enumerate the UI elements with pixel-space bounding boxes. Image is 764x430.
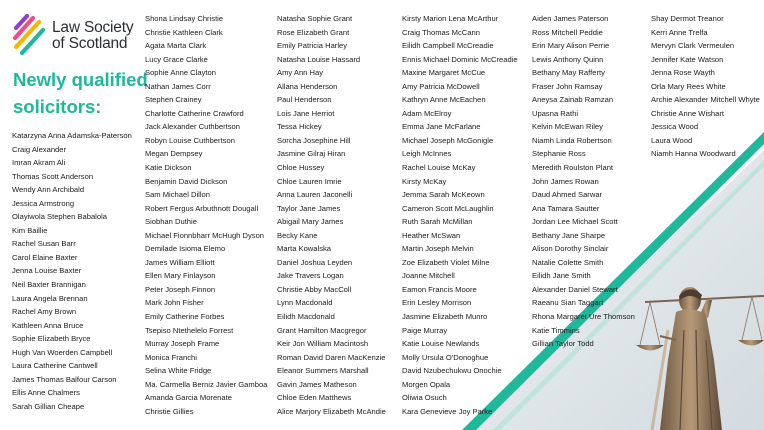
solicitor-name: Stephanie Ross [532, 149, 586, 159]
solicitor-name: Rhona Margaret Ure Thomson [532, 312, 635, 322]
solicitor-name: Emily Patricia Harley [277, 41, 348, 51]
solicitor-name: Michael Fionnbharr McHugh Dyson [145, 230, 265, 240]
solicitor-name: Becky Kane [277, 230, 318, 240]
names-column-4 [402, 12, 518, 418]
solicitor-name: Benjamin David Dickson [145, 176, 228, 186]
solicitor-name: Rachel Susan Barr [12, 239, 76, 249]
solicitor-name: James William Elliott [145, 257, 215, 267]
solicitor-name: Amanda Garcia Morenate [145, 393, 232, 403]
solicitor-name: Hugh Van Woerden Campbell [12, 347, 113, 357]
solicitor-name: Alexander Daniel Stewart [532, 284, 618, 294]
solicitor-name: Rachel Amy Brown [12, 307, 77, 317]
solicitor-name: Daniel Joshua Leyden [277, 257, 353, 267]
solicitor-name: Katie Louise Newlands [402, 339, 480, 349]
solicitor-name: Jasmine Elizabeth Munro [402, 312, 488, 322]
title-line-2: solicitors: [13, 96, 102, 117]
solicitor-name: Aneysa Zainab Ramzan [532, 95, 614, 105]
solicitor-name: Kelvin McEwan Riley [532, 122, 603, 132]
solicitor-name: Grant Hamilton Macgregor [277, 325, 367, 335]
page-title [13, 66, 148, 120]
solicitor-name: Erin Mary Alison Perrie [532, 41, 610, 51]
solicitor-name: Olayiwola Stephen Babalola [12, 212, 107, 222]
solicitor-name: Kirsty McKay [402, 176, 447, 186]
solicitor-name: Bethany May Rafferty [532, 68, 605, 78]
solicitor-name: Craig Alexander [12, 144, 67, 154]
solicitor-name: Thomas Scott Anderson [12, 171, 94, 181]
solicitor-name: Alison Dorothy Sinclair [532, 244, 609, 254]
solicitor-name: Taylor Jane James [277, 203, 341, 213]
solicitor-name: Kerri Anne Trelfa [651, 27, 708, 37]
solicitor-name: Jake Travers Logan [277, 271, 344, 281]
solicitor-name: Katie Timmins [532, 325, 580, 335]
solicitor-name: Ana Tamara Sautter [532, 203, 600, 213]
solicitor-name: Niamh Hanna Woodward [651, 149, 736, 159]
solicitor-name: Eamon Francis Moore [402, 284, 477, 294]
solicitor-name: Laura Angela Brennan [12, 293, 88, 303]
solicitor-name: John James Rowan [532, 176, 599, 186]
solicitor-name: Ennis Michael Dominic McCreadie [402, 54, 518, 64]
solicitor-name: Charlotte Catherine Crawford [145, 108, 244, 118]
solicitor-name: Lois Jane Herriot [277, 108, 335, 118]
solicitor-name: Tsepiso Ntethelelo Forrest [145, 325, 234, 335]
solicitor-name: Chloe Eden Matthews [277, 393, 352, 403]
solicitor-name: Ma. Carmella Berniz Javier Gamboa [145, 379, 268, 389]
solicitor-name: Sarah Gillian Cheape [12, 401, 85, 411]
solicitor-name: Jenna Louise Baxter [12, 266, 82, 276]
logo-stripes-icon [12, 14, 46, 56]
solicitor-name: Kirsty Marion Lena McArthur [402, 14, 499, 23]
solicitor-name: Alice Marjory Elizabeth McAndie [277, 406, 386, 416]
solicitor-name: Keir Jon William Macintosh [277, 339, 369, 349]
solicitor-name: Wendy Ann Archibald [12, 185, 85, 195]
solicitor-name: Heather McSwan [402, 230, 461, 240]
names-column-5 [532, 12, 635, 351]
solicitor-name: Upasna Rathi [532, 108, 579, 118]
solicitor-name: Jessica Wood [651, 122, 699, 132]
solicitor-name: Bethany Jane Sharpe [532, 230, 606, 240]
solicitor-name: Rose Elizabeth Grant [277, 27, 350, 37]
solicitor-name: Natasha Sophie Grant [277, 14, 353, 23]
solicitor-name: Peter Joseph Finnon [145, 284, 216, 294]
solicitor-name: Christie Abby MacColl [277, 284, 352, 294]
solicitor-name: Eleanor Summers Marshall [277, 366, 369, 376]
solicitor-name: Katie Dickson [145, 163, 192, 173]
solicitor-name: Morgen Opala [402, 379, 451, 389]
solicitor-name: Jenna Rose Wayth [651, 68, 715, 78]
solicitor-name: Ruth Sarah McMillan [402, 217, 473, 227]
solicitor-name: Sorcha Josephine Hill [277, 135, 351, 145]
solicitor-name: Gavin James Matheson [277, 379, 357, 389]
solicitor-name: Selina White Fridge [145, 366, 212, 376]
solicitor-name: Chloe Lauren Imrie [277, 176, 342, 186]
solicitor-name: Mervyn Clark Vermeulen [651, 41, 735, 51]
solicitor-name: Ross Mitchell Peddie [532, 27, 603, 37]
solicitor-name: Archie Alexander Mitchell Whyte [651, 95, 760, 105]
logo-wordmark [52, 20, 133, 52]
law-society-logo [12, 14, 144, 58]
solicitor-name: Leigh McInnes [402, 149, 452, 159]
solicitor-name: Jessica Armstrong [12, 198, 75, 208]
solicitor-name: Natasha Louise Hassard [277, 54, 361, 64]
solicitor-name: Michael Joseph McGonigle [402, 135, 494, 145]
solicitor-name: James Thomas Balfour Carson [12, 374, 117, 384]
logo-line-1: Law Society [52, 19, 134, 36]
names-column-6 [651, 12, 760, 161]
solicitor-name: Eilidh Campbell McCreadie [402, 41, 494, 51]
solicitor-name: Monica Franchi [145, 352, 197, 362]
solicitor-name: Fraser John Ramsay [532, 81, 603, 91]
solicitor-name: Gillian Taylor Todd [532, 339, 594, 349]
solicitor-name: Roman David Daren MacKenzie [277, 352, 386, 362]
solicitor-name: Robyn Louise Cuthbertson [145, 135, 235, 145]
solicitor-name: Rachel Louise McKay [402, 163, 476, 173]
solicitor-name: Christie Gillies [145, 406, 194, 416]
solicitor-name: Mark John Fisher [145, 298, 204, 308]
solicitor-name: Anna Lauren Jaconelli [277, 190, 353, 200]
solicitor-name: Molly Ursula O'Donoghue [402, 352, 489, 362]
solicitor-name: Meredith Roulston Plant [532, 163, 614, 173]
solicitor-name: Amy Patricia McDowell [402, 81, 480, 91]
names-column-3 [277, 12, 386, 418]
names-column-2 [145, 12, 267, 418]
solicitor-name: Amy Ann Hay [277, 68, 324, 78]
solicitor-name: Demilade Isioma Elemo [145, 244, 226, 254]
solicitor-name: Megan Dempsey [145, 149, 203, 159]
solicitor-name: Sophie Elizabeth Bryce [12, 334, 91, 344]
solicitor-name: Lewis Anthony Quinn [532, 54, 604, 64]
solicitor-name: Siobhan Duthie [145, 217, 197, 227]
solicitor-name: Natalie Colette Smith [532, 257, 604, 267]
solicitor-name: Ellen Mary Finlayson [145, 271, 216, 281]
solicitor-name: Emily Catherine Forbes [145, 312, 225, 322]
solicitor-name: Christie Kathleen Clark [145, 27, 223, 37]
solicitor-name: Jordan Lee Michael Scott [532, 217, 618, 227]
solicitor-name: Kim Baillie [12, 225, 48, 235]
solicitor-name: Craig Thomas McCann [402, 27, 480, 37]
solicitor-name: Stephen Crainey [145, 95, 202, 105]
solicitor-name: Sophie Anne Clayton [145, 68, 216, 78]
solicitor-name: Lynn Macdonald [277, 298, 333, 308]
solicitor-name: Neil Baxter Brannigan [12, 280, 86, 290]
solicitor-name: Katarzyna Anna Adamska-Paterson [12, 131, 132, 140]
solicitor-name: Martin Joseph Melvin [402, 244, 474, 254]
solicitor-name: Abigail Mary James [277, 217, 344, 227]
solicitor-name: David Nzubechukwu Onochie [402, 366, 502, 376]
solicitor-name: Daud Ahmed Sarwar [532, 190, 603, 200]
solicitor-name: Tessa Hickey [277, 122, 322, 132]
solicitor-name: Aiden James Paterson [532, 14, 609, 23]
solicitor-name: Maxine Margaret McCue [402, 68, 486, 78]
solicitor-name: Ellis Anne Chalmers [12, 388, 80, 398]
solicitor-name: Oliwia Osuch [402, 393, 447, 403]
solicitor-name: Niamh Linda Robertson [532, 135, 612, 145]
solicitor-name: Laura Catherine Cantwell [12, 361, 98, 371]
solicitor-name: Nathan James Corr [145, 81, 211, 91]
logo-line-2: of Scotland [52, 35, 128, 52]
solicitor-name: Erin Lesley Morrison [402, 298, 472, 308]
solicitor-name: Marta Kowalska [277, 244, 332, 254]
solicitor-name: Shay Dermot Treanor [651, 14, 724, 23]
solicitor-name: Jack Alexander Cuthbertson [145, 122, 240, 132]
solicitor-name: Raeanu Sian Taggart [532, 298, 604, 308]
solicitor-name: Laura Wood [651, 135, 693, 145]
names-column-1 [12, 129, 132, 413]
solicitor-name: Sam Michael Dillon [145, 190, 210, 200]
solicitor-name: Robert Fergus Arbuthnott Dougall [145, 203, 259, 213]
solicitor-name: Eilidh Macdonald [277, 312, 335, 322]
solicitor-name: Imran Akram Ali [12, 158, 66, 168]
solicitor-name: Christie Anne Wishart [651, 108, 725, 118]
solicitor-name: Kara Genevieve Joy Parke [402, 406, 493, 416]
solicitor-name: Joanne Mitchell [402, 271, 455, 281]
solicitor-name: Cameron Scott McLaughlin [402, 203, 494, 213]
solicitor-name: Lucy Grace Clarke [145, 54, 208, 64]
solicitor-name: Carol Elaine Baxter [12, 252, 78, 262]
solicitor-name: Adam McElroy [402, 108, 452, 118]
solicitor-name: Zoe Elizabeth Violet Milne [402, 257, 490, 267]
solicitor-name: Kathleen Anna Bruce [12, 320, 84, 330]
title-line-1: Newly qualified [13, 69, 148, 90]
solicitor-name: Kathryn Anne McEachen [402, 95, 486, 105]
solicitor-name: Emma Jane McFarlane [402, 122, 481, 132]
solicitor-name: Jennifer Kate Watson [651, 54, 724, 64]
solicitor-name: Chloe Hussey [277, 163, 325, 173]
solicitor-name: Shona Lindsay Christie [145, 14, 224, 23]
solicitor-name: Paul Henderson [277, 95, 332, 105]
solicitor-name: Allana Henderson [277, 81, 338, 91]
solicitor-name: Orla Mary Rees White [651, 81, 726, 91]
solicitor-name: Agata Marta Clark [145, 41, 207, 51]
solicitor-name: Murray Joseph Frame [145, 339, 220, 349]
solicitor-name: Eilidh Jane Smith [532, 271, 591, 281]
solicitor-name: Paige Murray [402, 325, 448, 335]
solicitor-name: Jasmine Gilraj Hiran [277, 149, 346, 159]
solicitor-name: Jemma Sarah McKeown [402, 190, 485, 200]
